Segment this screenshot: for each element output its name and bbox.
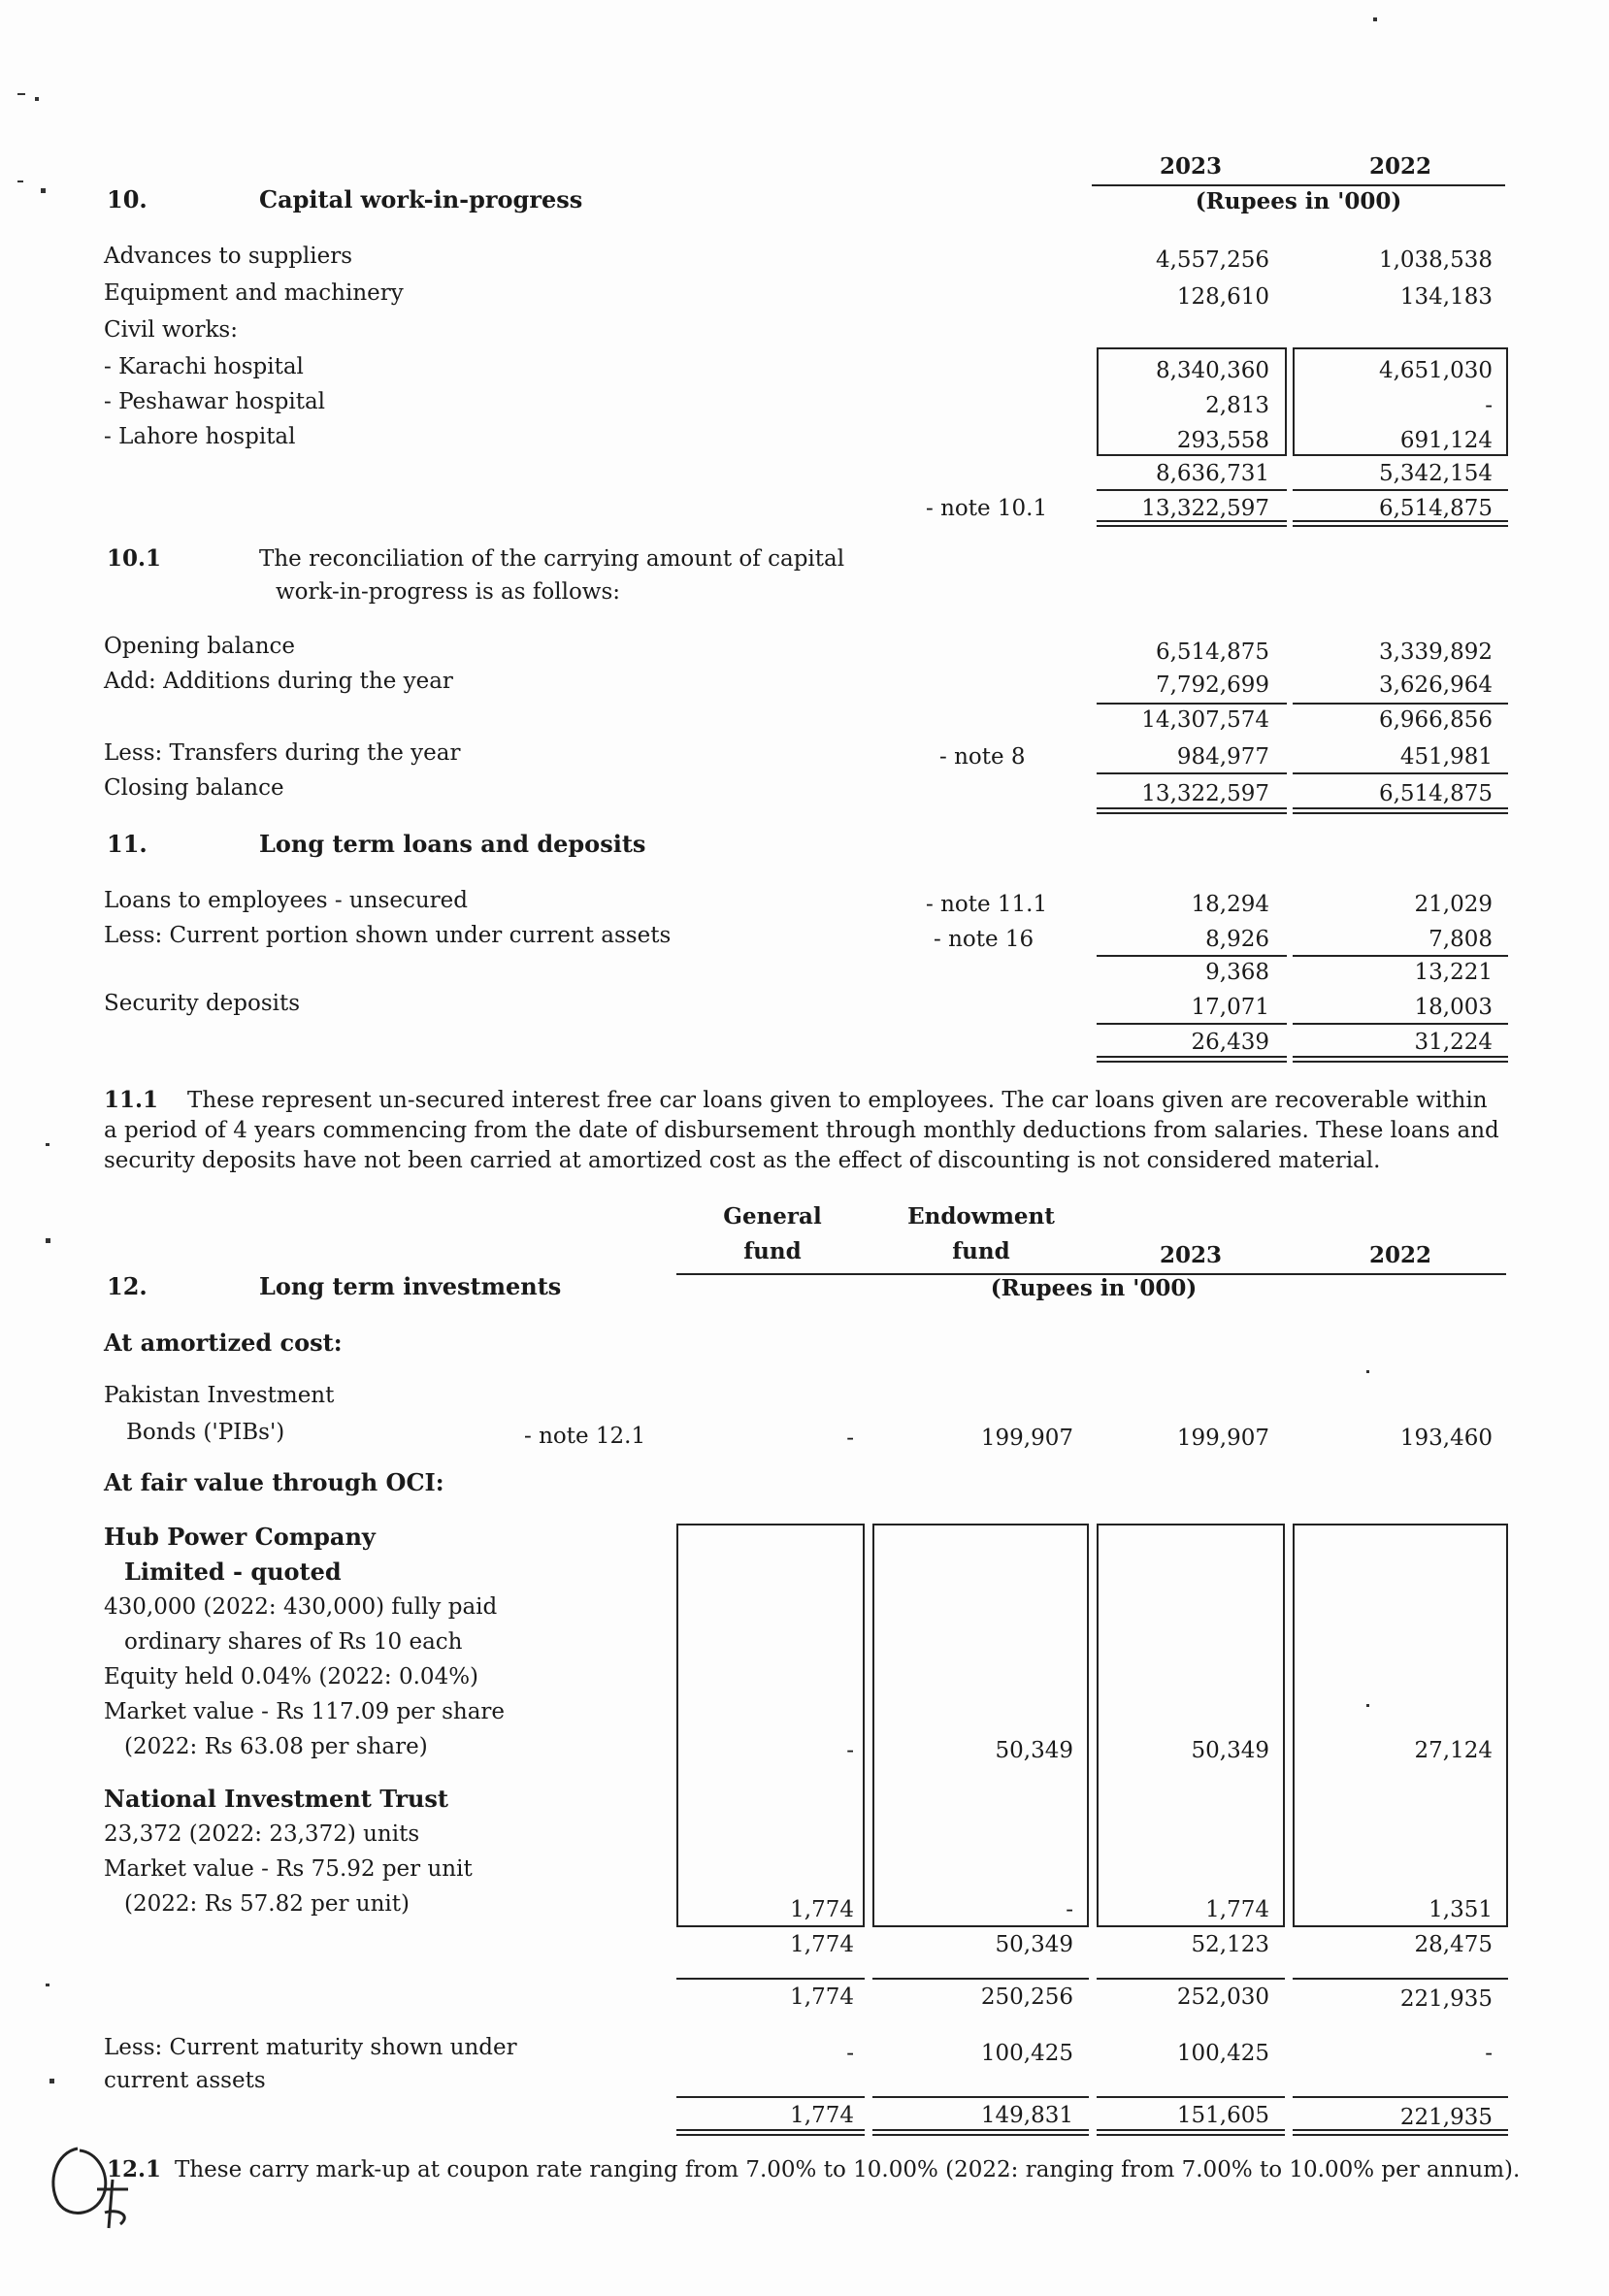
hub-detail: Market value - Rs 117.09 per share xyxy=(104,1699,506,1724)
amortized-heading: At amortized cost: xyxy=(104,1328,343,1357)
grand-total-general: 1,774 xyxy=(790,1984,854,2010)
double-rule xyxy=(1293,520,1508,527)
scan-speck xyxy=(46,1238,50,1243)
cwip-2022: 134,183 xyxy=(1399,284,1493,310)
cwip-total-2022: 6,514,875 xyxy=(1378,496,1493,521)
header-rule xyxy=(1092,184,1505,186)
less-endowment: 100,425 xyxy=(980,2041,1073,2066)
note-ref: - note 16 xyxy=(934,927,1034,952)
cwip-2023: 8,340,360 xyxy=(1155,358,1269,383)
loans-2023: 8,926 xyxy=(1205,927,1269,952)
grand-total-2023: 252,030 xyxy=(1176,1984,1269,2010)
less-2023: 100,425 xyxy=(1176,2041,1269,2066)
note-10-1-number: 10.1 xyxy=(107,545,162,572)
note-11-number: 11. xyxy=(107,830,148,858)
note-11-1-text: These represent un-secured interest free car loans given to employees. The car loans given are recoverable within a period of 4 years commencing from the date of disbursement through monthly deductions from salaries. These loans and security deposits have not been carried at amortized cost as the effect of discounting is not considered material. xyxy=(104,1088,1499,1173)
col-endowment-header: fund xyxy=(952,1238,1010,1264)
pib-label: Pakistan Investment xyxy=(104,1383,335,1408)
rule xyxy=(1293,1978,1508,1980)
rule xyxy=(872,1978,1089,1980)
grand-total-endowment: 250,256 xyxy=(980,1984,1073,2010)
rule xyxy=(1293,772,1508,774)
double-rule xyxy=(1097,1056,1287,1063)
net-total-2023: 151,605 xyxy=(1176,2103,1269,2128)
note-11-1-number: 11.1 xyxy=(104,1087,159,1113)
loans-total-2023: 26,439 xyxy=(1191,1030,1269,1055)
rule xyxy=(676,2096,865,2098)
cwip-label: - Karachi hospital xyxy=(104,354,304,379)
pib-general: - xyxy=(846,1426,854,1451)
net-total-general: 1,774 xyxy=(790,2103,854,2128)
loans-2022: 18,003 xyxy=(1414,995,1493,1020)
pib-2022: 193,460 xyxy=(1399,1426,1493,1451)
loans-total-2022: 31,224 xyxy=(1414,1030,1493,1055)
fvoci-box-endowment xyxy=(872,1524,1089,1927)
cwip-label: - Peshawar hospital xyxy=(104,389,326,414)
pib-endowment: 199,907 xyxy=(980,1426,1073,1451)
note-10-1-text: work-in-progress is as follows: xyxy=(276,579,621,605)
recon-2023: 6,514,875 xyxy=(1155,640,1269,665)
loans-label: Security deposits xyxy=(104,991,301,1016)
nit-2022: 1,351 xyxy=(1428,1897,1493,1922)
loans-label: Loans to employees - unsecured xyxy=(104,888,468,913)
double-rule xyxy=(676,2129,865,2136)
note-11-1-paragraph xyxy=(104,1085,1501,1176)
rule xyxy=(1293,703,1508,705)
cwip-label: Civil works: xyxy=(104,317,238,343)
rule xyxy=(1097,772,1287,774)
loans-2023: 17,071 xyxy=(1191,995,1269,1020)
recon-label: Closing balance xyxy=(104,775,284,801)
nit-detail: (2022: Rs 57.82 per unit) xyxy=(124,1891,410,1917)
loans-label: Less: Current portion shown under current assets xyxy=(104,923,672,948)
cwip-2023: 4,557,256 xyxy=(1155,247,1269,273)
note-ref: - note 12.1 xyxy=(524,1424,646,1449)
note-11-title: Long term loans and deposits xyxy=(259,830,646,858)
hub-name: Limited - quoted xyxy=(124,1558,342,1586)
note-12-title: Long term investments xyxy=(259,1272,562,1300)
fvoci-box-2023 xyxy=(1097,1524,1285,1927)
recon-label: Less: Transfers during the year xyxy=(104,740,461,766)
net-total-2022: 221,935 xyxy=(1399,2105,1493,2130)
hub-general: - xyxy=(846,1738,854,1763)
recon-2022: 451,981 xyxy=(1399,744,1493,770)
recon-2022: 3,626,964 xyxy=(1378,672,1493,698)
hub-endowment: 50,349 xyxy=(995,1738,1073,1763)
hub-detail: Equity held 0.04% (2022: 0.04%) xyxy=(104,1664,479,1689)
rule xyxy=(1293,1023,1508,1025)
rule xyxy=(1293,955,1508,957)
fvoci-total-general: 1,774 xyxy=(790,1932,854,1957)
less-label: current assets xyxy=(104,2068,266,2093)
hub-detail: 430,000 (2022: 430,000) fully paid xyxy=(104,1594,498,1620)
col-general-header: General xyxy=(723,1203,822,1230)
rule xyxy=(1097,1023,1287,1025)
rule xyxy=(676,1978,865,1980)
note-12-1-number: 12.1 xyxy=(107,2156,162,2182)
col-2022-header: 2022 xyxy=(1369,1242,1432,1268)
civil-total-2023: 8,636,731 xyxy=(1155,461,1269,486)
cwip-2022: - xyxy=(1485,393,1493,418)
recon-label: Opening balance xyxy=(104,634,296,659)
pib-label: Bonds ('PIBs') xyxy=(126,1420,285,1445)
net-total-endowment: 149,831 xyxy=(980,2103,1073,2128)
rule xyxy=(1293,2096,1508,2098)
double-rule xyxy=(1097,2129,1285,2136)
less-label: Less: Current maturity shown under xyxy=(104,2035,517,2060)
double-rule xyxy=(1097,520,1287,527)
loans-2022: 7,808 xyxy=(1428,927,1493,952)
note-ref: - note 10.1 xyxy=(926,496,1048,521)
recon-2022: 3,339,892 xyxy=(1378,640,1493,665)
less-general: - xyxy=(846,2041,854,2066)
rule xyxy=(872,2096,1089,2098)
fvoci-total-endowment: 50,349 xyxy=(995,1932,1073,1957)
note-ref: - note 11.1 xyxy=(926,892,1048,917)
fvoci-total-2023: 52,123 xyxy=(1191,1932,1269,1957)
scan-speck xyxy=(17,180,23,182)
rule xyxy=(1097,703,1287,705)
col-2023-header: 2023 xyxy=(1160,1242,1223,1268)
scan-speck xyxy=(41,188,46,193)
unit-header: (Rupees in '000) xyxy=(990,1275,1198,1301)
nit-name: National Investment Trust xyxy=(104,1785,449,1813)
fvoci-heading: At fair value through OCI: xyxy=(104,1468,444,1496)
double-rule xyxy=(1097,807,1287,814)
note-10-number: 10. xyxy=(107,185,148,213)
note-12-number: 12. xyxy=(107,1272,148,1300)
cwip-2023: 2,813 xyxy=(1205,393,1269,418)
scan-speck xyxy=(17,93,25,95)
nit-general: 1,774 xyxy=(790,1897,854,1922)
recon-2023: 13,322,597 xyxy=(1141,781,1269,806)
cwip-2023: 128,610 xyxy=(1176,284,1269,310)
hub-name: Hub Power Company xyxy=(104,1523,376,1551)
scan-speck xyxy=(1366,1704,1369,1707)
loans-2022: 13,221 xyxy=(1414,960,1493,985)
col-endowment-header: Endowment xyxy=(907,1203,1055,1230)
recon-2023: 984,977 xyxy=(1176,744,1269,770)
cwip-label: Equipment and machinery xyxy=(104,280,404,306)
double-rule xyxy=(1293,2129,1508,2136)
scan-speck xyxy=(49,2079,54,2083)
recon-2023: 7,792,699 xyxy=(1155,672,1269,698)
fvoci-box-general xyxy=(676,1524,865,1927)
recon-2022: 6,966,856 xyxy=(1378,707,1493,733)
rule xyxy=(1097,955,1287,957)
rule xyxy=(1293,489,1508,491)
rule xyxy=(1097,1978,1285,1980)
nit-detail: Market value - Rs 75.92 per unit xyxy=(104,1856,473,1882)
nit-detail: 23,372 (2022: 23,372) units xyxy=(104,1821,420,1847)
loans-2022: 21,029 xyxy=(1414,892,1493,917)
grand-total-2022: 221,935 xyxy=(1399,1986,1493,2012)
double-rule xyxy=(1293,807,1508,814)
pib-2023: 199,907 xyxy=(1176,1426,1269,1451)
scan-speck xyxy=(46,1984,49,1986)
hub-2023: 50,349 xyxy=(1191,1738,1269,1763)
year-2022-header: 2022 xyxy=(1369,153,1432,180)
cwip-2022: 1,038,538 xyxy=(1378,247,1493,273)
rule xyxy=(1097,489,1287,491)
nit-endowment: - xyxy=(1066,1897,1073,1922)
cwip-2023: 293,558 xyxy=(1176,428,1269,453)
scan-speck xyxy=(35,97,39,101)
note-ref: - note 8 xyxy=(939,744,1026,770)
scan-speck xyxy=(1373,17,1377,21)
initials-signature xyxy=(39,2131,146,2238)
scan-speck xyxy=(46,1143,49,1146)
cwip-2022: 4,651,030 xyxy=(1378,358,1493,383)
year-2023-header: 2023 xyxy=(1160,153,1223,180)
double-rule xyxy=(872,2129,1089,2136)
nit-2023: 1,774 xyxy=(1205,1897,1269,1922)
loans-2023: 9,368 xyxy=(1205,960,1269,985)
fvoci-box-2022 xyxy=(1293,1524,1508,1927)
scan-speck xyxy=(1366,1370,1369,1373)
cwip-label: Advances to suppliers xyxy=(104,244,353,269)
loans-2023: 18,294 xyxy=(1191,892,1269,917)
fvoci-total-2022: 28,475 xyxy=(1414,1932,1493,1957)
cwip-2022: 691,124 xyxy=(1399,428,1493,453)
double-rule xyxy=(1293,1056,1508,1063)
note-12-1-text: These carry mark-up at coupon rate ranging from 7.00% to 10.00% (2022: ranging from 7.00% to 10.00% per annum). xyxy=(175,2157,1521,2182)
civil-total-2022: 5,342,154 xyxy=(1378,461,1493,486)
hub-2022: 27,124 xyxy=(1414,1738,1493,1763)
col-general-header: fund xyxy=(743,1238,802,1264)
hub-detail: ordinary shares of Rs 10 each xyxy=(124,1629,463,1655)
recon-label: Add: Additions during the year xyxy=(104,669,453,694)
note-10-title: Capital work-in-progress xyxy=(259,185,583,213)
note-10-1-text: The reconciliation of the carrying amount of capital xyxy=(259,546,845,572)
less-2022: - xyxy=(1485,2041,1493,2066)
recon-2023: 14,307,574 xyxy=(1141,707,1269,733)
recon-2022: 6,514,875 xyxy=(1378,781,1493,806)
cwip-label: - Lahore hospital xyxy=(104,424,296,449)
unit-header: (Rupees in '000) xyxy=(1195,188,1402,214)
hub-detail: (2022: Rs 63.08 per share) xyxy=(124,1734,428,1759)
rule xyxy=(1097,2096,1285,2098)
cwip-total-2023: 13,322,597 xyxy=(1141,496,1269,521)
